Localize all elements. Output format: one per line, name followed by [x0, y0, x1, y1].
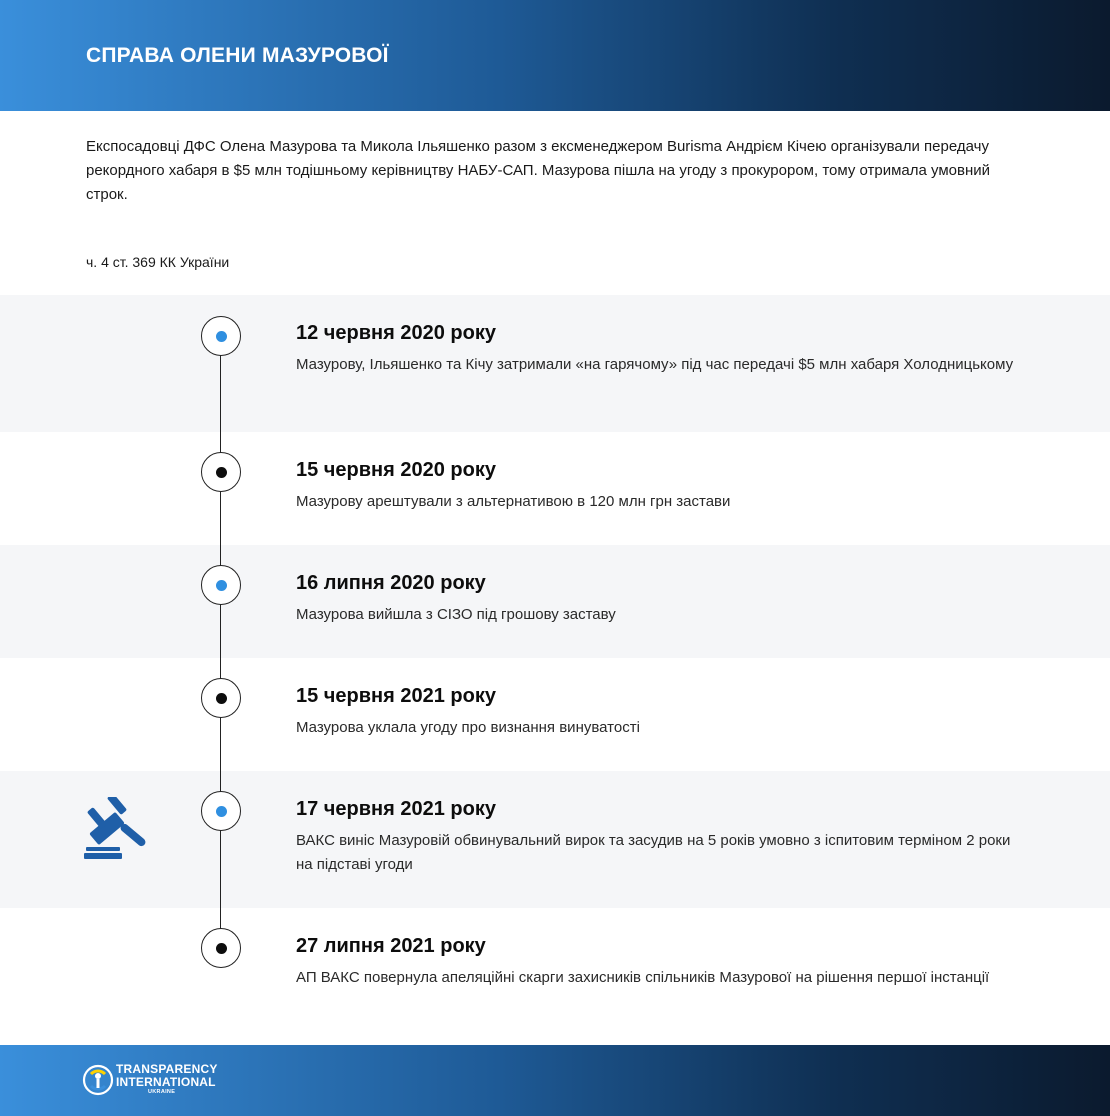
- timeline-node: [201, 791, 241, 831]
- timeline-dot: [216, 467, 227, 478]
- timeline-dot: [216, 693, 227, 704]
- event-date: 12 червня 2020 року: [296, 322, 496, 344]
- event-description: ВАКС виніс Мазуровій обвинувальний вирок та засудив на 5 років умовно з іспитовим терміном 2 роки на підставі угоди: [296, 832, 1011, 873]
- page-title: СПРАВА ОЛЕНИ МАЗУРОВОЇ: [86, 44, 389, 67]
- timeline-node: [201, 316, 241, 356]
- timeline-dot: [216, 806, 227, 817]
- criminal-code-article: ч. 4 ст. 369 КК України: [86, 254, 230, 270]
- timeline-dot: [216, 943, 227, 954]
- timeline: [0, 295, 1110, 1045]
- event-description: Мазурова уклала угоду про визнання винуватості: [296, 719, 640, 736]
- logo-wordmark: TRANSPARENCY INTERNATIONAL: [116, 1062, 218, 1089]
- timeline-event: [0, 771, 1110, 908]
- timeline-node: [201, 678, 241, 718]
- timeline-event: [0, 908, 1110, 1045]
- gavel-icon: [82, 797, 150, 861]
- timeline-dot: [216, 580, 227, 591]
- event-date: 17 червня 2021 року: [296, 798, 496, 820]
- timeline-event: [0, 432, 1110, 545]
- timeline-dot: [216, 331, 227, 342]
- timeline-line: [220, 336, 221, 948]
- transparency-international-logo: [82, 1061, 242, 1101]
- timeline-node: [201, 452, 241, 492]
- event-description: Мазурову, Ільяшенко та Кічу затримали «на гарячому» під час передачі $5 млн хабаря Холодницькому: [296, 356, 1014, 373]
- timeline-event: [0, 545, 1110, 658]
- event-date: 15 червня 2020 року: [296, 459, 496, 481]
- event-description: Мазурову арештували з альтернативою в 120 млн грн застави: [296, 493, 731, 510]
- timeline-node: [201, 928, 241, 968]
- event-description: Мазурова вийшла з СІЗО під грошову заставу: [296, 606, 616, 623]
- event-date: 15 червня 2021 року: [296, 685, 496, 707]
- page-header: [0, 0, 1110, 111]
- page-footer: [0, 1045, 1110, 1116]
- event-date: 27 липня 2021 року: [296, 935, 486, 957]
- timeline-event: [0, 295, 1110, 432]
- event-description: АП ВАКС повернула апеляційні скарги захисників спільників Мазурової на рішення першої інстанції: [296, 969, 990, 986]
- logo-subtext: UKRAINE: [148, 1089, 176, 1095]
- case-summary: Експосадовці ДФС Олена Мазурова та Микола Ільяшенко разом з ексменеджером Burisma Андрієм Кічею організували передачу рекордного хабаря в $5 млн тодішньому керівництву НАБУ-САП. Мазурова пішла на угоду з прокурором, тому отримала умовний строк.: [86, 138, 991, 203]
- ti-logo-icon: [82, 1064, 114, 1096]
- timeline-event: [0, 658, 1110, 771]
- timeline-node: [201, 565, 241, 605]
- event-date: 16 липня 2020 року: [296, 572, 486, 594]
